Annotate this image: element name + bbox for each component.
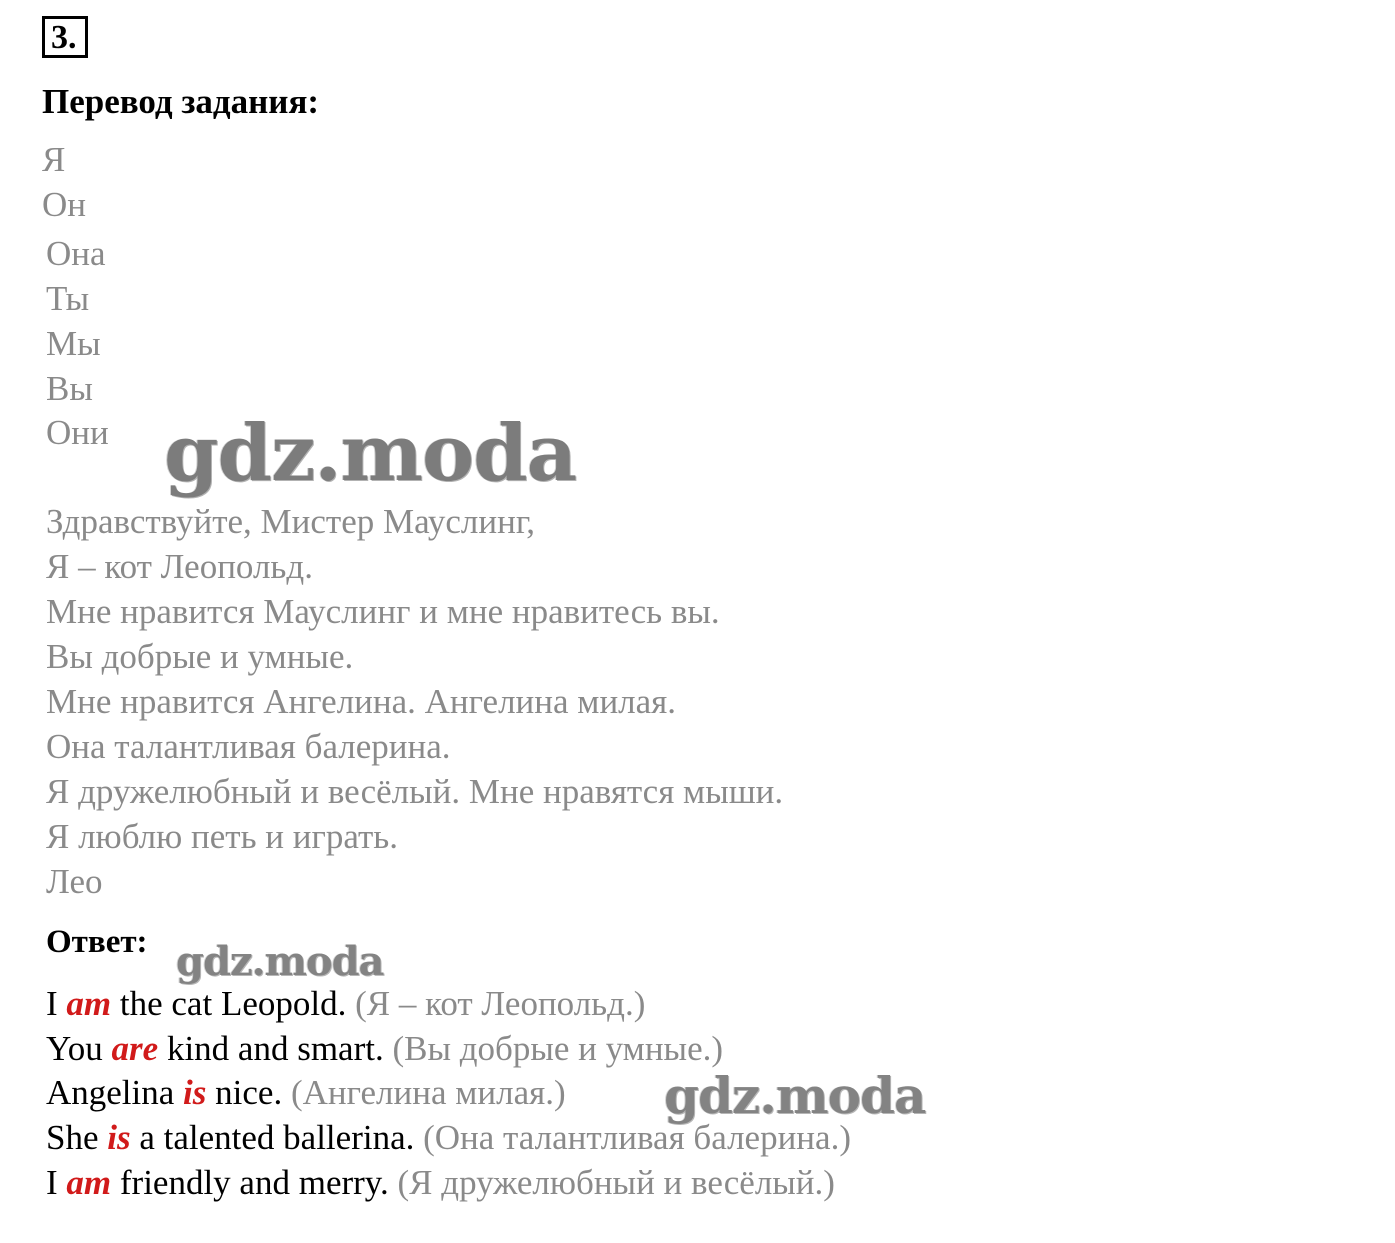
letter-line: Здравствуйте, Мистер Мауслинг, <box>46 502 536 541</box>
answer-line <box>46 984 645 1024</box>
pronoun-ty: Ты <box>46 279 90 318</box>
answer-line <box>46 1163 835 1203</box>
answer-verb: are <box>111 1029 159 1068</box>
watermark: gdz.moda <box>164 408 577 499</box>
letter-line: Она талантливая балерина. <box>46 727 451 766</box>
answer-verb: am <box>66 984 112 1023</box>
answer-translation: (Она талантливая балерина.) <box>414 1118 851 1157</box>
pronoun-oni: Они <box>46 413 109 452</box>
answer-verb: is <box>183 1073 207 1112</box>
watermark: gdz.moda <box>176 938 384 985</box>
task-number: 3. <box>42 16 88 58</box>
answer-text: She <box>46 1118 108 1157</box>
pronoun-ona: Она <box>46 234 106 273</box>
letter-line: Мне нравится Мауслинг и мне нравитесь вы. <box>46 592 720 631</box>
pronoun-vy: Вы <box>46 369 93 408</box>
pronoun-ya: Я <box>42 140 66 179</box>
answer-verb: am <box>66 1163 112 1202</box>
answer-text: nice. <box>206 1073 283 1112</box>
letter-signature: Лео <box>46 862 103 901</box>
watermark: gdz.moda <box>664 1066 926 1125</box>
answer-text: I <box>46 1163 67 1202</box>
answer-translation: (Ангелина милая.) <box>282 1073 566 1112</box>
answer-translation: (Я – кот Леопольд.) <box>346 984 646 1023</box>
pronoun-on: Он <box>42 185 87 224</box>
answer-text: I <box>46 984 67 1023</box>
answer-line <box>46 1073 566 1113</box>
answer-translation: (Я дружелюбный и весёлый.) <box>388 1163 835 1202</box>
answer-text: kind and smart. <box>158 1029 384 1068</box>
answer-text: the cat Leopold. <box>111 984 347 1023</box>
answer-translation: (Вы добрые и умные.) <box>383 1029 724 1068</box>
task-translation-heading: Перевод задания: <box>42 82 320 121</box>
letter-line: Я дружелюбный и весёлый. Мне нравятся мыши. <box>46 772 784 811</box>
letter-line: Мне нравится Ангелина. Ангелина милая. <box>46 682 677 721</box>
letter-line: Я люблю петь и играть. <box>46 817 398 856</box>
answer-text: Angelina <box>46 1073 184 1112</box>
letter-line: Вы добрые и умные. <box>46 637 354 676</box>
answer-verb: is <box>107 1118 131 1157</box>
answer-line <box>46 1029 723 1069</box>
answer-text: friendly and merry. <box>111 1163 389 1202</box>
answer-text: You <box>46 1029 112 1068</box>
answer-text: a talented ballerina. <box>130 1118 415 1157</box>
answer-heading: Ответ: <box>46 924 148 960</box>
pronoun-my: Мы <box>46 324 101 363</box>
letter-line: Я – кот Леопольд. <box>46 547 313 586</box>
